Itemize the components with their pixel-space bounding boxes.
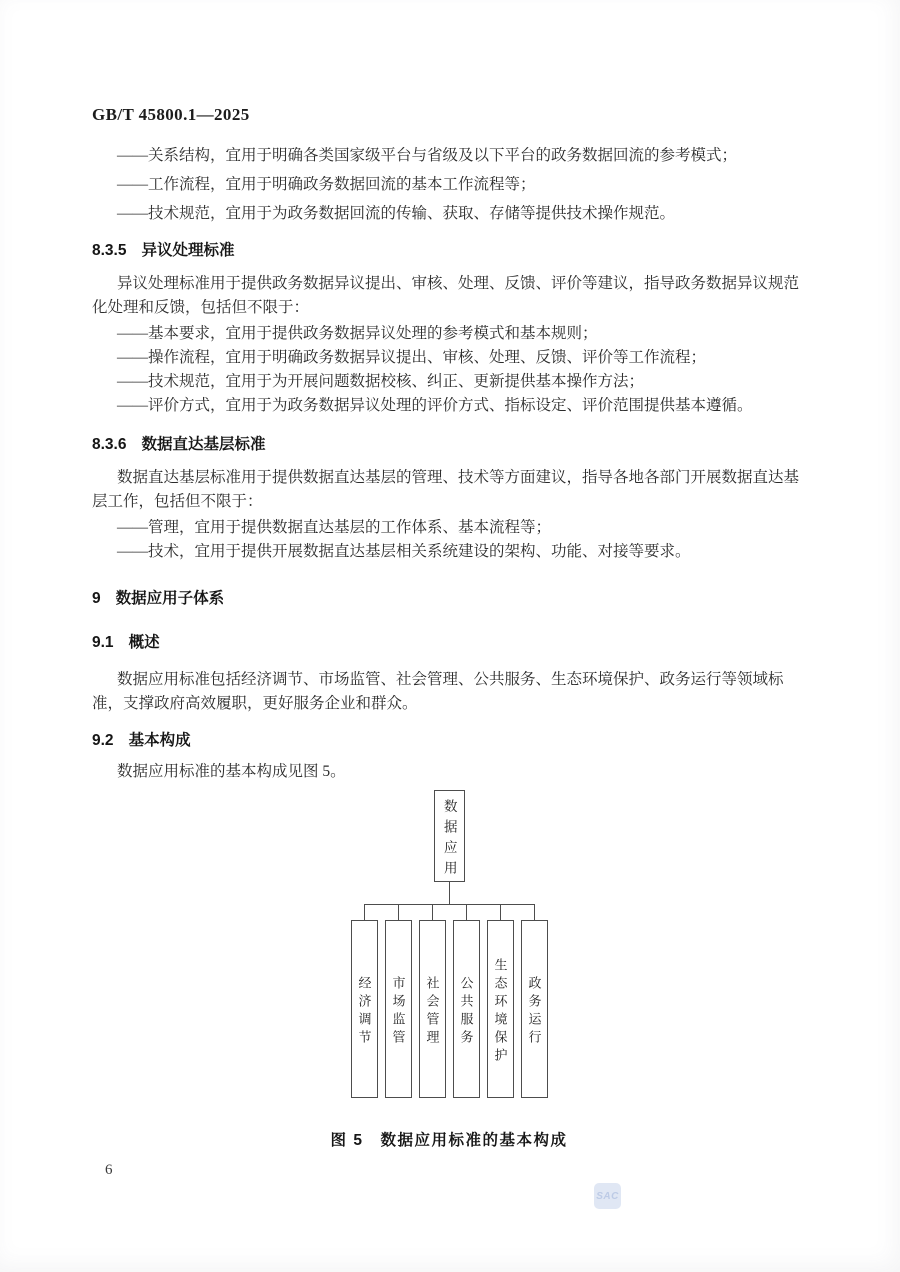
section-number: 9.2 <box>92 732 114 749</box>
diagram-branches <box>351 904 548 1098</box>
diagram-child-box <box>385 920 412 1098</box>
page-number: 6 <box>105 1162 113 1178</box>
paragraph: 数据直达基层标准用于提供数据直达基层的管理、技术等方面建议，指导各地各部门开展数据直达基层工作，包括但不限于： <box>92 469 800 510</box>
diagram-child-label: 社会管理 <box>424 975 440 1048</box>
diagram-branch <box>453 904 480 1098</box>
connector-stub-line <box>500 904 501 920</box>
diagram-child-label: 生态环境保护 <box>492 957 508 1066</box>
connector-vertical-line <box>449 882 450 904</box>
section-title: 概述 <box>128 634 160 651</box>
section-title: 异议处理标准 <box>141 242 235 259</box>
section-heading-9-1 <box>92 634 806 652</box>
list-item: ——关系结构，宜用于明确各类国家级平台与省级及以下平台的政务数据回流的参考模式； <box>117 147 738 164</box>
section-number: 9 <box>92 590 101 607</box>
dash-list-8-3-5 <box>92 322 806 418</box>
diagram-child-label: 经济调节 <box>356 975 372 1048</box>
doc-number: GB/T 45800.1—2025 <box>92 105 250 124</box>
diagram-branch <box>351 904 378 1098</box>
diagram-child-box <box>487 920 514 1098</box>
intro-dash-list <box>92 141 806 228</box>
diagram-branch <box>487 904 514 1098</box>
section-heading-8-3-6 <box>92 436 806 454</box>
list-item: ——评价方式，宜用于为政务数据异议处理的评价方式、指标设定、评价范围提供基本遵循。 <box>117 397 753 414</box>
section-number: 8.3.5 <box>92 242 127 259</box>
list-item: ——技术规范，宜用于为开展问题数据校核、纠正、更新提供基本操作方法； <box>117 373 645 390</box>
section-heading-8-3-5 <box>92 242 806 260</box>
list-item: ——管理，宜用于提供数据直达基层的工作体系、基本流程等； <box>117 519 552 536</box>
paragraph: 数据应用标准包括经济调节、市场监管、社会管理、公共服务、生态环境保护、政务运行等领域标准，支撑政府高效履职，更好服务企业和群众。 <box>92 671 784 712</box>
section-title: 数据应用子体系 <box>115 590 225 607</box>
paragraph: 数据应用标准的基本构成见图 5。 <box>117 763 346 780</box>
diagram-child-label: 公共服务 <box>458 975 474 1048</box>
section-heading-9-2 <box>92 732 806 750</box>
section-heading-9 <box>92 590 806 608</box>
diagram-child-label: 市场监管 <box>390 975 406 1048</box>
diagram-child-label: 政务运行 <box>526 975 542 1048</box>
connector-stub-line <box>466 904 467 920</box>
section-number: 9.1 <box>92 634 114 651</box>
connector-stub-line <box>398 904 399 920</box>
connector-stub-line <box>364 904 365 920</box>
list-item: ——基本要求，宜用于提供政务数据异议处理的参考模式和基本规则； <box>117 325 598 342</box>
diagram-child-box <box>453 920 480 1098</box>
section-title: 数据直达基层标准 <box>141 436 266 453</box>
diagram-child-box <box>419 920 446 1098</box>
figure-caption: 图 5 数据应用标准的基本构成 <box>330 1132 568 1149</box>
connector-stub-line <box>432 904 433 920</box>
diagram-branch-area <box>351 904 548 1098</box>
section-number: 8.3.6 <box>92 436 127 453</box>
figure-5 <box>92 790 806 1150</box>
list-item: ——操作流程，宜用于明确政务数据异议提出、审核、处理、反馈、评价等工作流程； <box>117 349 707 366</box>
paragraph: 异议处理标准用于提供政务数据异议提出、审核、处理、反馈、评价等建议，指导政务数据异议规范化处理和反馈，包括但不限于： <box>92 275 800 316</box>
list-item: ——工作流程，宜用于明确政务数据回流的基本工作流程等； <box>117 176 536 193</box>
dash-list-8-3-6 <box>92 516 806 564</box>
diagram-child-box <box>351 920 378 1098</box>
diagram-root-label: 数据应用 <box>441 798 457 881</box>
connector-stub-line <box>534 904 535 920</box>
diagram-child-box <box>521 920 548 1098</box>
diagram-branch <box>385 904 412 1098</box>
connector-horizontal-line <box>365 904 534 905</box>
list-item: ——技术，宜用于提供开展数据直达基层相关系统建设的架构、功能、对接等要求。 <box>117 543 691 560</box>
diagram-branch <box>419 904 446 1098</box>
sac-watermark-logo: SAC <box>594 1183 621 1209</box>
diagram-root-box <box>434 790 465 882</box>
diagram-branch <box>521 904 548 1098</box>
org-chart-diagram <box>92 790 806 1098</box>
list-item: ——技术规范，宜用于为政务数据回流的传输、获取、存储等提供技术操作规范。 <box>117 205 676 222</box>
section-title: 基本构成 <box>128 732 191 749</box>
